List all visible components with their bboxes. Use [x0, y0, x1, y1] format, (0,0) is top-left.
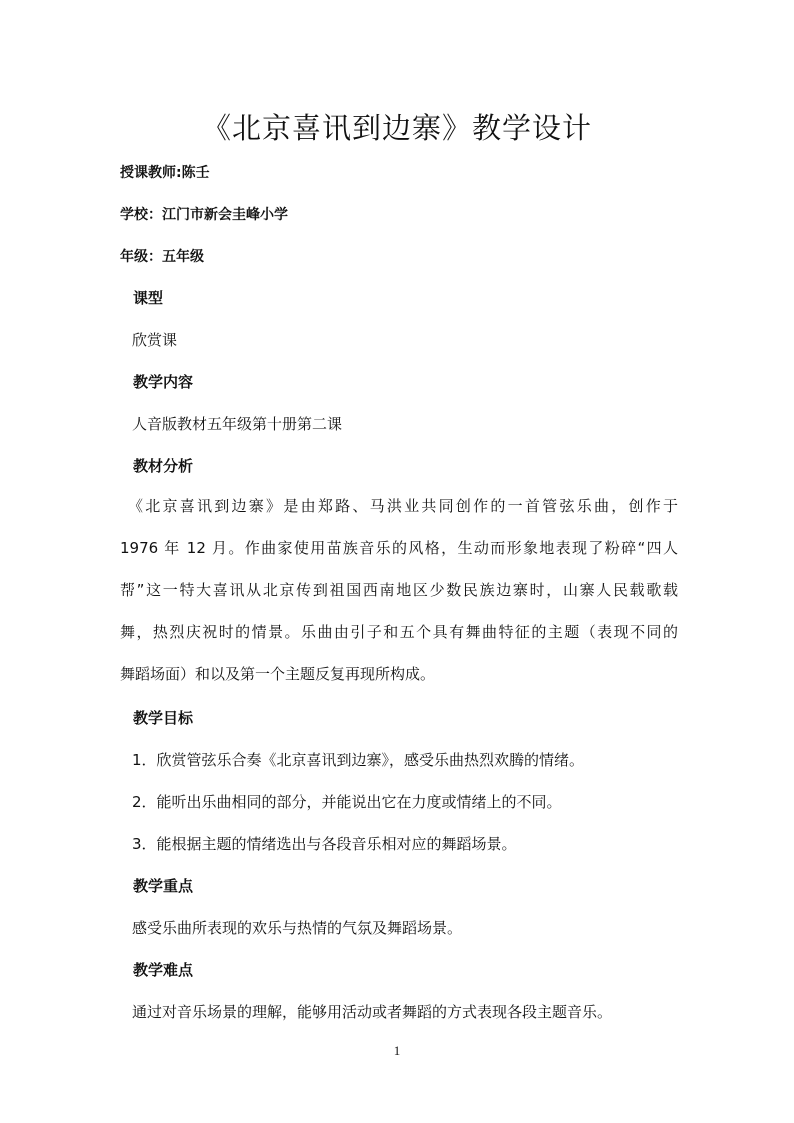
- key-points-heading: 教学重点: [133, 877, 194, 895]
- lesson-type-heading: 课型: [133, 289, 164, 307]
- school-info: 学校：江门市新会圭峰小学: [120, 207, 288, 223]
- analysis-line: 帮”这一特大喜讯从北京传到祖国西南地区少数民族边寨时，山寨人民载歌载: [120, 581, 678, 599]
- goal-item: 3．能根据主题的情绪选出与各段音乐相对应的舞蹈场景。: [132, 835, 517, 853]
- teaching-content-value: 人音版教材五年级第十册第二课: [132, 415, 343, 433]
- teaching-goals-heading: 教学目标: [133, 709, 194, 727]
- goal-item: 2．能听出乐曲相同的部分，并能说出它在力度或情绪上的不同。: [132, 793, 562, 811]
- teaching-content-heading: 教学内容: [133, 373, 194, 391]
- grade-info: 年级：五年级: [120, 249, 204, 265]
- difficulties-value: 通过对音乐场景的理解，能够用活动或者舞蹈的方式表现各段主题音乐。: [132, 1003, 613, 1021]
- difficulties-heading: 教学难点: [133, 961, 194, 979]
- analysis-line: 《北京喜讯到边寨》是由郑路、马洪业共同创作的一首管弦乐曲，创作于: [128, 497, 678, 515]
- teacher-info: 授课教师:陈壬: [120, 165, 210, 181]
- lesson-type-value: 欣赏课: [132, 331, 178, 349]
- analysis-line: 1976 年 12 月。作曲家使用苗族音乐的风格，生动而形象地表现了粉碎“四人: [120, 539, 678, 557]
- analysis-line: 舞蹈场面）和以及第一个主题反复再现所构成。: [120, 665, 436, 683]
- page-number: 1: [393, 1043, 401, 1058]
- goal-item: 1．欣赏管弦乐合奏《北京喜讯到边寨》，感受乐曲热烈欢腾的情绪。: [132, 751, 585, 769]
- material-analysis-heading: 教材分析: [133, 457, 194, 475]
- key-points-value: 感受乐曲所表现的欢乐与热情的气氛及舞蹈场景。: [132, 919, 463, 937]
- analysis-line: 舞，热烈庆祝时的情景。乐曲由引子和五个具有舞曲特征的主题（表现不同的: [120, 623, 678, 641]
- document-title: 《北京喜讯到边寨》教学设计: [201, 111, 592, 145]
